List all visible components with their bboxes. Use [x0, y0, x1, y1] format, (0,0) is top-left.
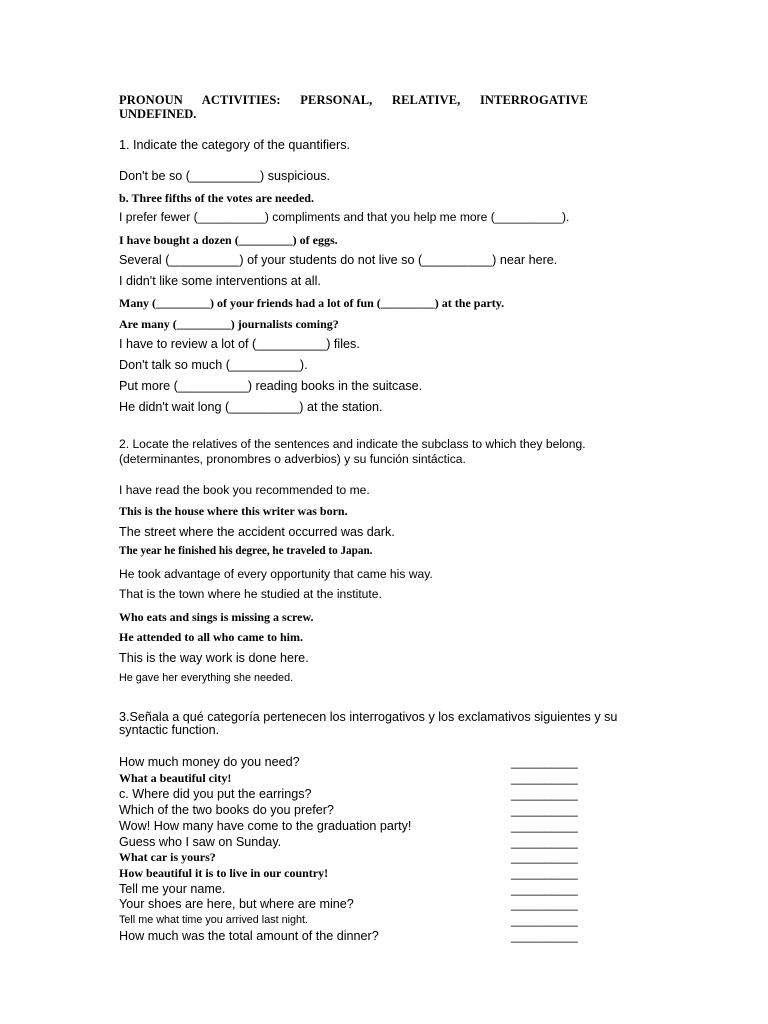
section1-item: Don't talk so much (__________). — [119, 358, 308, 372]
section3-item: How beautiful it is to live in our country! — [119, 866, 329, 880]
section3-item: Wow! How many have come to the graduation party! — [119, 819, 412, 833]
section2-item: I have read the book you recommended to me. — [119, 483, 370, 497]
section2-item: He attended to all who came to him. — [119, 630, 303, 644]
answer-blank: __________ — [511, 850, 578, 864]
page-title-continued: UNDEFINED. — [119, 107, 197, 121]
section1-item: Several (__________) of your students do not live so (__________) near here. — [119, 253, 558, 267]
section1-item: b. Three fifths of the votes are needed. — [119, 191, 314, 205]
section3-item: Guess who I saw on Sunday. — [119, 835, 282, 849]
answer-blank: __________ — [511, 835, 578, 849]
section1-item: Don't be so (__________) suspicious. — [119, 169, 331, 183]
section3-heading-continued: syntactic function. — [119, 723, 220, 737]
section1-item: I prefer fewer (__________) compliments and that you help me more (__________). — [119, 210, 570, 224]
answer-blank: __________ — [511, 929, 578, 943]
section3-item: c. Where did you put the earrings? — [119, 787, 312, 801]
section1-item: He didn't wait long (__________) at the station. — [119, 400, 383, 414]
section2-item: The street where the accident occurred was dark. — [119, 525, 395, 539]
answer-blank: __________ — [511, 882, 578, 896]
section3-item: What a beautiful city! — [119, 771, 232, 785]
section2-heading-continued: (determinantes, pronombres o adverbios) y su función sintáctica. — [119, 452, 466, 466]
section3-item: How much money do you need? — [119, 755, 300, 769]
section2-item: This is the way work is done here. — [119, 651, 309, 665]
section2-item: That is the town where he studied at the institute. — [119, 587, 382, 601]
section2-heading: 2. Locate the relatives of the sentences and indicate the subclass to which they belong. — [119, 437, 586, 451]
section1-item: I didn't like some interventions at all. — [119, 274, 321, 288]
answer-blank: __________ — [511, 913, 578, 927]
section2-item: Who eats and sings is missing a screw. — [119, 610, 314, 624]
answer-blank: __________ — [511, 755, 578, 769]
answer-blank: __________ — [511, 787, 578, 801]
section1-item: Put more (__________) reading books in the suitcase. — [119, 379, 423, 393]
section2-item: He took advantage of every opportunity that came his way. — [119, 567, 433, 581]
section3-item: Your shoes are here, but where are mine? — [119, 897, 354, 911]
answer-blank: __________ — [511, 897, 578, 911]
section1-item: I have to review a lot of (__________) files. — [119, 337, 360, 351]
section3-item: How much was the total amount of the dinner? — [119, 929, 379, 943]
section1-item: Are many (_________) journalists coming? — [119, 317, 339, 331]
section3-item: Tell me what time you arrived last night. — [119, 914, 309, 926]
section3-item: Tell me your name. — [119, 882, 226, 896]
section2-item: The year he finished his degree, he traveled to Japan. — [119, 545, 373, 557]
section3-item: Which of the two books do you prefer? — [119, 803, 334, 817]
section1-heading: 1. Indicate the category of the quantifiers. — [119, 138, 351, 152]
page-title: PRONOUN ACTIVITIES: PERSONAL, RELATIVE, INTERROGATIVE — [119, 93, 588, 107]
answer-blank: __________ — [511, 819, 578, 833]
section2-item: He gave her everything she needed. — [119, 672, 294, 684]
section1-item: I have bought a dozen (_________) of eggs. — [119, 233, 338, 247]
section1-item: Many (_________) of your friends had a lot of fun (_________) at the party. — [119, 296, 505, 310]
section2-item: This is the house where this writer was born. — [119, 504, 348, 518]
answer-blank: __________ — [511, 866, 578, 880]
section3-heading: 3.Señala a qué categoría pertenecen los interrogativos y los exclamativos siguientes y su — [119, 710, 618, 724]
section3-item: What car is yours? — [119, 850, 216, 864]
answer-blank: __________ — [511, 803, 578, 817]
answer-blank: __________ — [511, 771, 578, 785]
